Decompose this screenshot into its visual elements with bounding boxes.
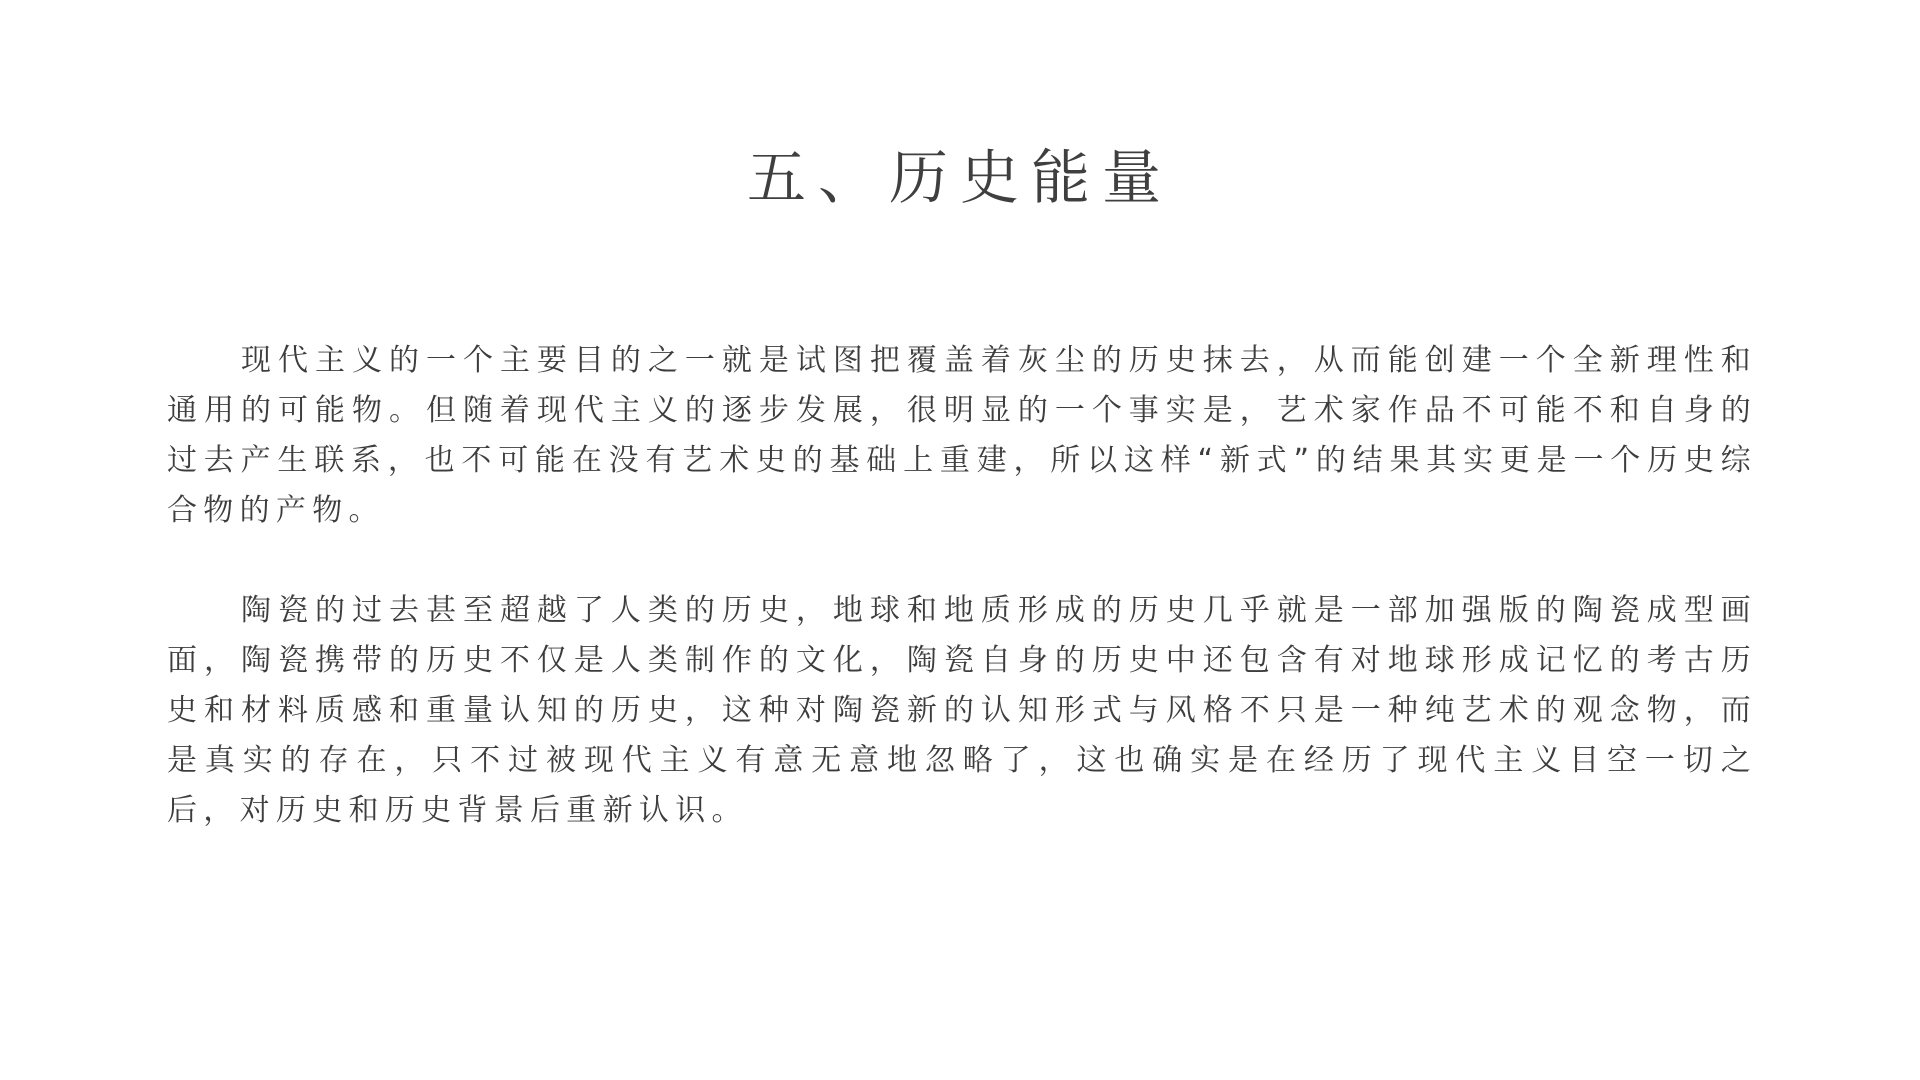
slide-title: 五、历史能量 (746, 143, 1173, 212)
paragraph-1: 现代主义的一个主要目的之一就是试图把覆盖着灰尘的历史抹去，从而能创建一个全新理性和通用的可能物。但随着现代主义的逐步发展，很明显的一个事实是，艺术家作品不可能不和自身的过去产生联系，也不可能在没有艺术史的基础上重建，所以这样“新式”的结果其实更是一个历史综合物的产物。 (167, 343, 1757, 528)
paragraph-2: 陶瓷的过去甚至超越了人类的历史，地球和地质形成的历史几乎就是一部加强版的陶瓷成型画面，陶瓷携带的历史不仅是人类制作的文化，陶瓷自身的历史中还包含有对地球形成记忆的考古历史和材料质感和重量认知的历史，这种对陶瓷新的认知形式与风格不只是一种纯艺术的观念物，而是真实的存在，只不过被现代主义有意无意地忽略了，这也确实是在经历了现代主义目空一切之后，对历史和历史背景后重新认识。 (167, 593, 1757, 828)
body-text (167, 336, 1757, 886)
